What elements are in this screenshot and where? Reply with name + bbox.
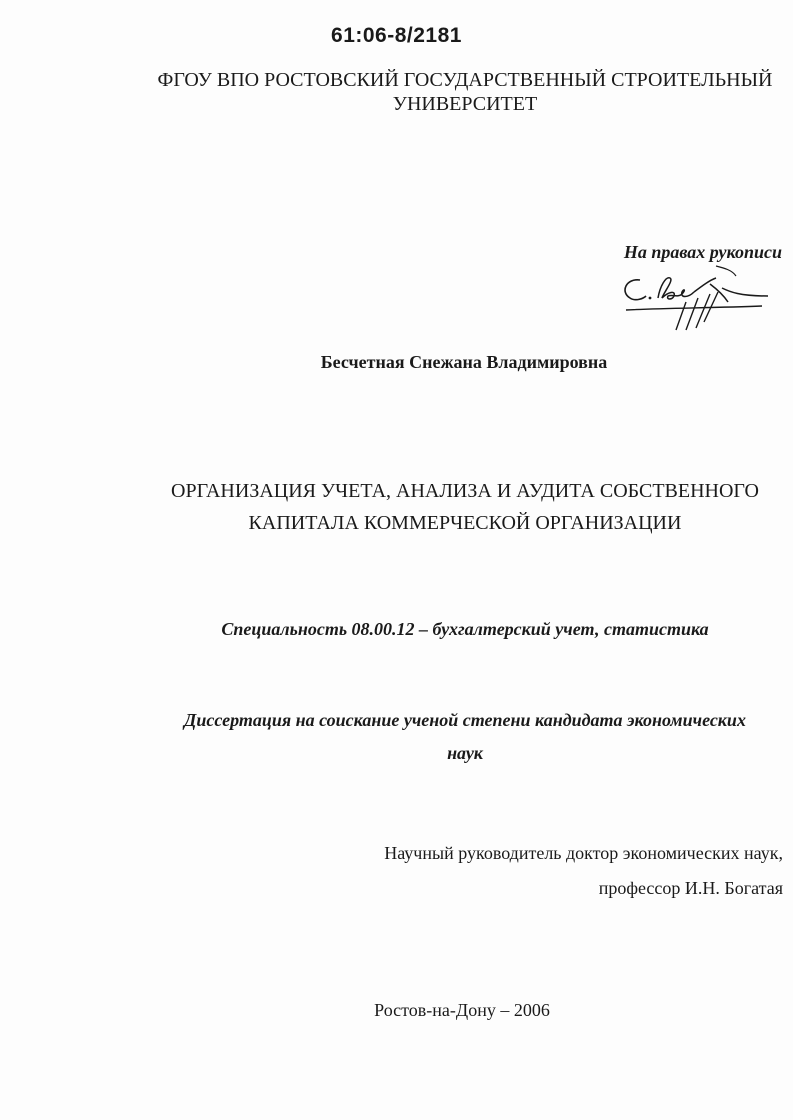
specialty: Специальность 08.00.12 – бухгалтерский учет, статистика [221, 619, 709, 639]
title-line-1: ОРГАНИЗАЦИЯ УЧЕТА, АНАЛИЗА И АУДИТА СОБСТВЕННОГО [171, 480, 759, 502]
rights-note: На правах рукописи [623, 242, 782, 262]
degree-line-2: наук [447, 743, 483, 763]
handwritten-signature [612, 262, 784, 334]
author-name: Бесчетная Снежана Владимировна [320, 352, 608, 372]
scientific-advisor [300, 836, 783, 906]
advisor-line-1: Научный руководитель доктор экономических наук, [384, 843, 783, 863]
degree-statement [150, 704, 780, 770]
advisor-line-2: профессор И.Н. Богатая [598, 878, 783, 898]
registration-code: 61:06-8/2181 [331, 24, 462, 47]
degree-line-1: Диссертация на соискание ученой степени кандидата экономических [184, 710, 746, 730]
institution-name: ФГОУ ВПО РОСТОВСКИЙ ГОСУДАРСТВЕННЫЙ СТРОИТЕЛЬНЫЙ УНИВЕРСИТЕТ [157, 69, 773, 115]
title-line-2: КАПИТАЛА КОММЕРЧЕСКОЙ ОРГАНИЗАЦИИ [248, 512, 682, 534]
dissertation-title [140, 475, 790, 539]
city-year: Ростов-на-Дону – 2006 [374, 1000, 550, 1020]
